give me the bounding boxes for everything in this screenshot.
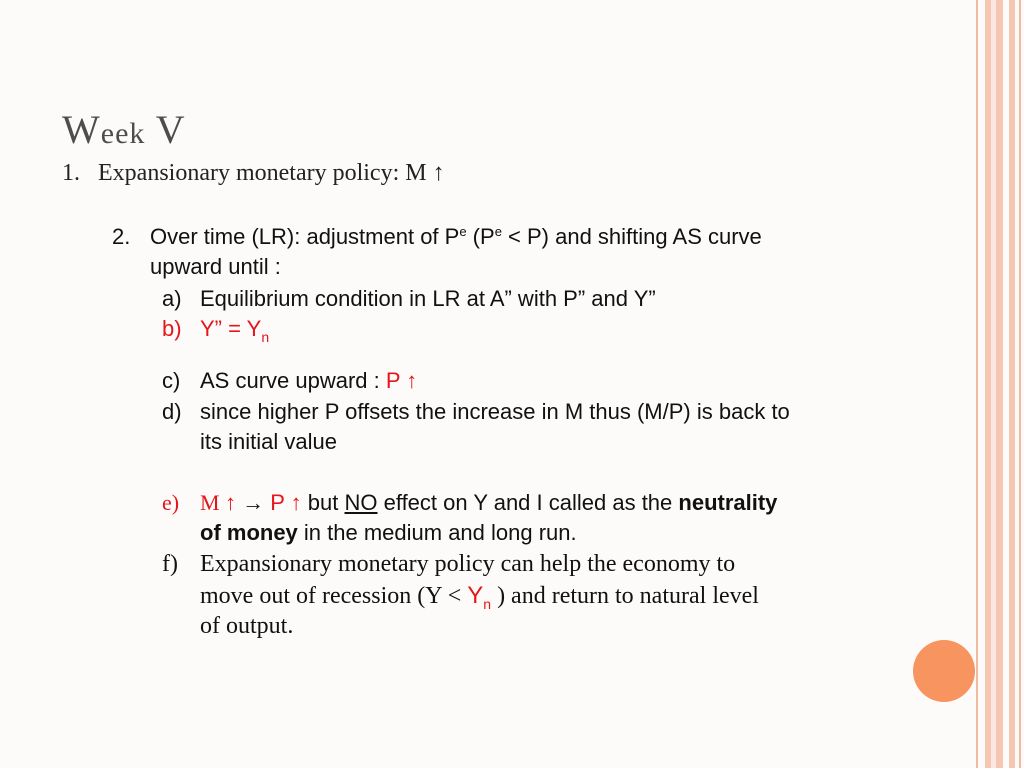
sub-item-e-line-2: of money in the medium and long run. [200,520,577,545]
list-item-2-line-1: Over time (LR): adjustment of $P^e$ $(P^e < P)$ and shifting AS curve [150,224,762,249]
decor-stripe [1009,0,1015,768]
sub-marker-b: b) [162,316,182,341]
sub-item-b: Y” = $Y_n$ [200,316,270,345]
price-up-arrow: P ↑ [385,368,418,393]
list-text: Expansionary monetary policy: M [98,160,427,186]
list-marker: 1. [62,160,80,186]
sub-marker-d: d) [162,399,182,424]
sub-item-a: Equilibrium condition in LR at A” with P” and Y” [200,286,656,311]
sub-item-f-line-2: move out of recession ($Y < Y_n$ ) and return to natural level [200,582,759,612]
list-item-2 [112,224,130,250]
up-arrow-icon: ↑ [432,160,445,186]
sub-item-e-line-1: M ↑ → P ↑ but NO effect on Y and I called as the neutrality [200,490,778,515]
list-item-1 [62,160,445,187]
sub-marker-f: f) [162,551,178,577]
sub-item-d-line-2: its initial value [200,429,337,454]
sub-marker-a: a) [162,286,182,311]
slide-title: Week V [62,107,186,152]
sub-item-f-line-1: Expansionary monetary policy can help the economy to [200,551,736,577]
decor-circle [913,640,975,702]
decor-stripe [996,0,1003,768]
sub-item-f-line-3: of output. [200,613,294,639]
sub-marker-c: c) [162,368,181,393]
sub-item-d-line-1: since higher P offsets the increase in M thus (M/P) is back to [200,399,790,424]
sub-item-c: AS curve upward : P ↑ [200,368,418,393]
list-marker: 2. [112,224,131,249]
decor-stripe [1019,0,1021,768]
decor-stripe [976,0,978,768]
sub-marker-e: e) [162,490,180,515]
list-item-2-line-2: upward until : [150,254,281,279]
